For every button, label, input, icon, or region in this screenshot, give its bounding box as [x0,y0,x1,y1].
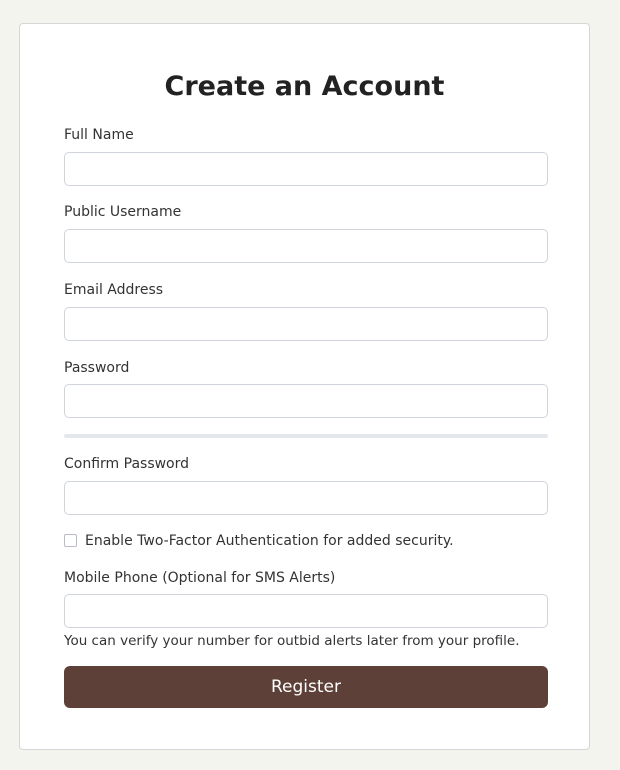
two-factor-checkbox[interactable] [64,534,77,547]
confirm-password-input[interactable] [64,481,548,515]
email-input[interactable] [64,307,548,341]
full-name-input[interactable] [64,152,548,186]
full-name-label: Full Name [64,127,134,143]
password-input[interactable] [64,384,548,418]
register-button[interactable]: Register [64,666,548,708]
mobile-phone-input[interactable] [64,594,548,628]
username-input[interactable] [64,229,548,263]
password-label: Password [64,360,130,376]
password-strength-meter [64,434,548,438]
username-label: Public Username [64,204,182,220]
registration-card [19,23,590,750]
email-label: Email Address [64,282,164,298]
page-title: Create an Account [164,71,445,102]
two-factor-label[interactable]: Enable Two-Factor Authentication for added security. [85,533,454,549]
mobile-phone-label: Mobile Phone (Optional for SMS Alerts) [64,570,336,586]
mobile-phone-help-text: You can verify your number for outbid alerts later from your profile. [64,633,520,649]
confirm-password-label: Confirm Password [64,456,190,472]
